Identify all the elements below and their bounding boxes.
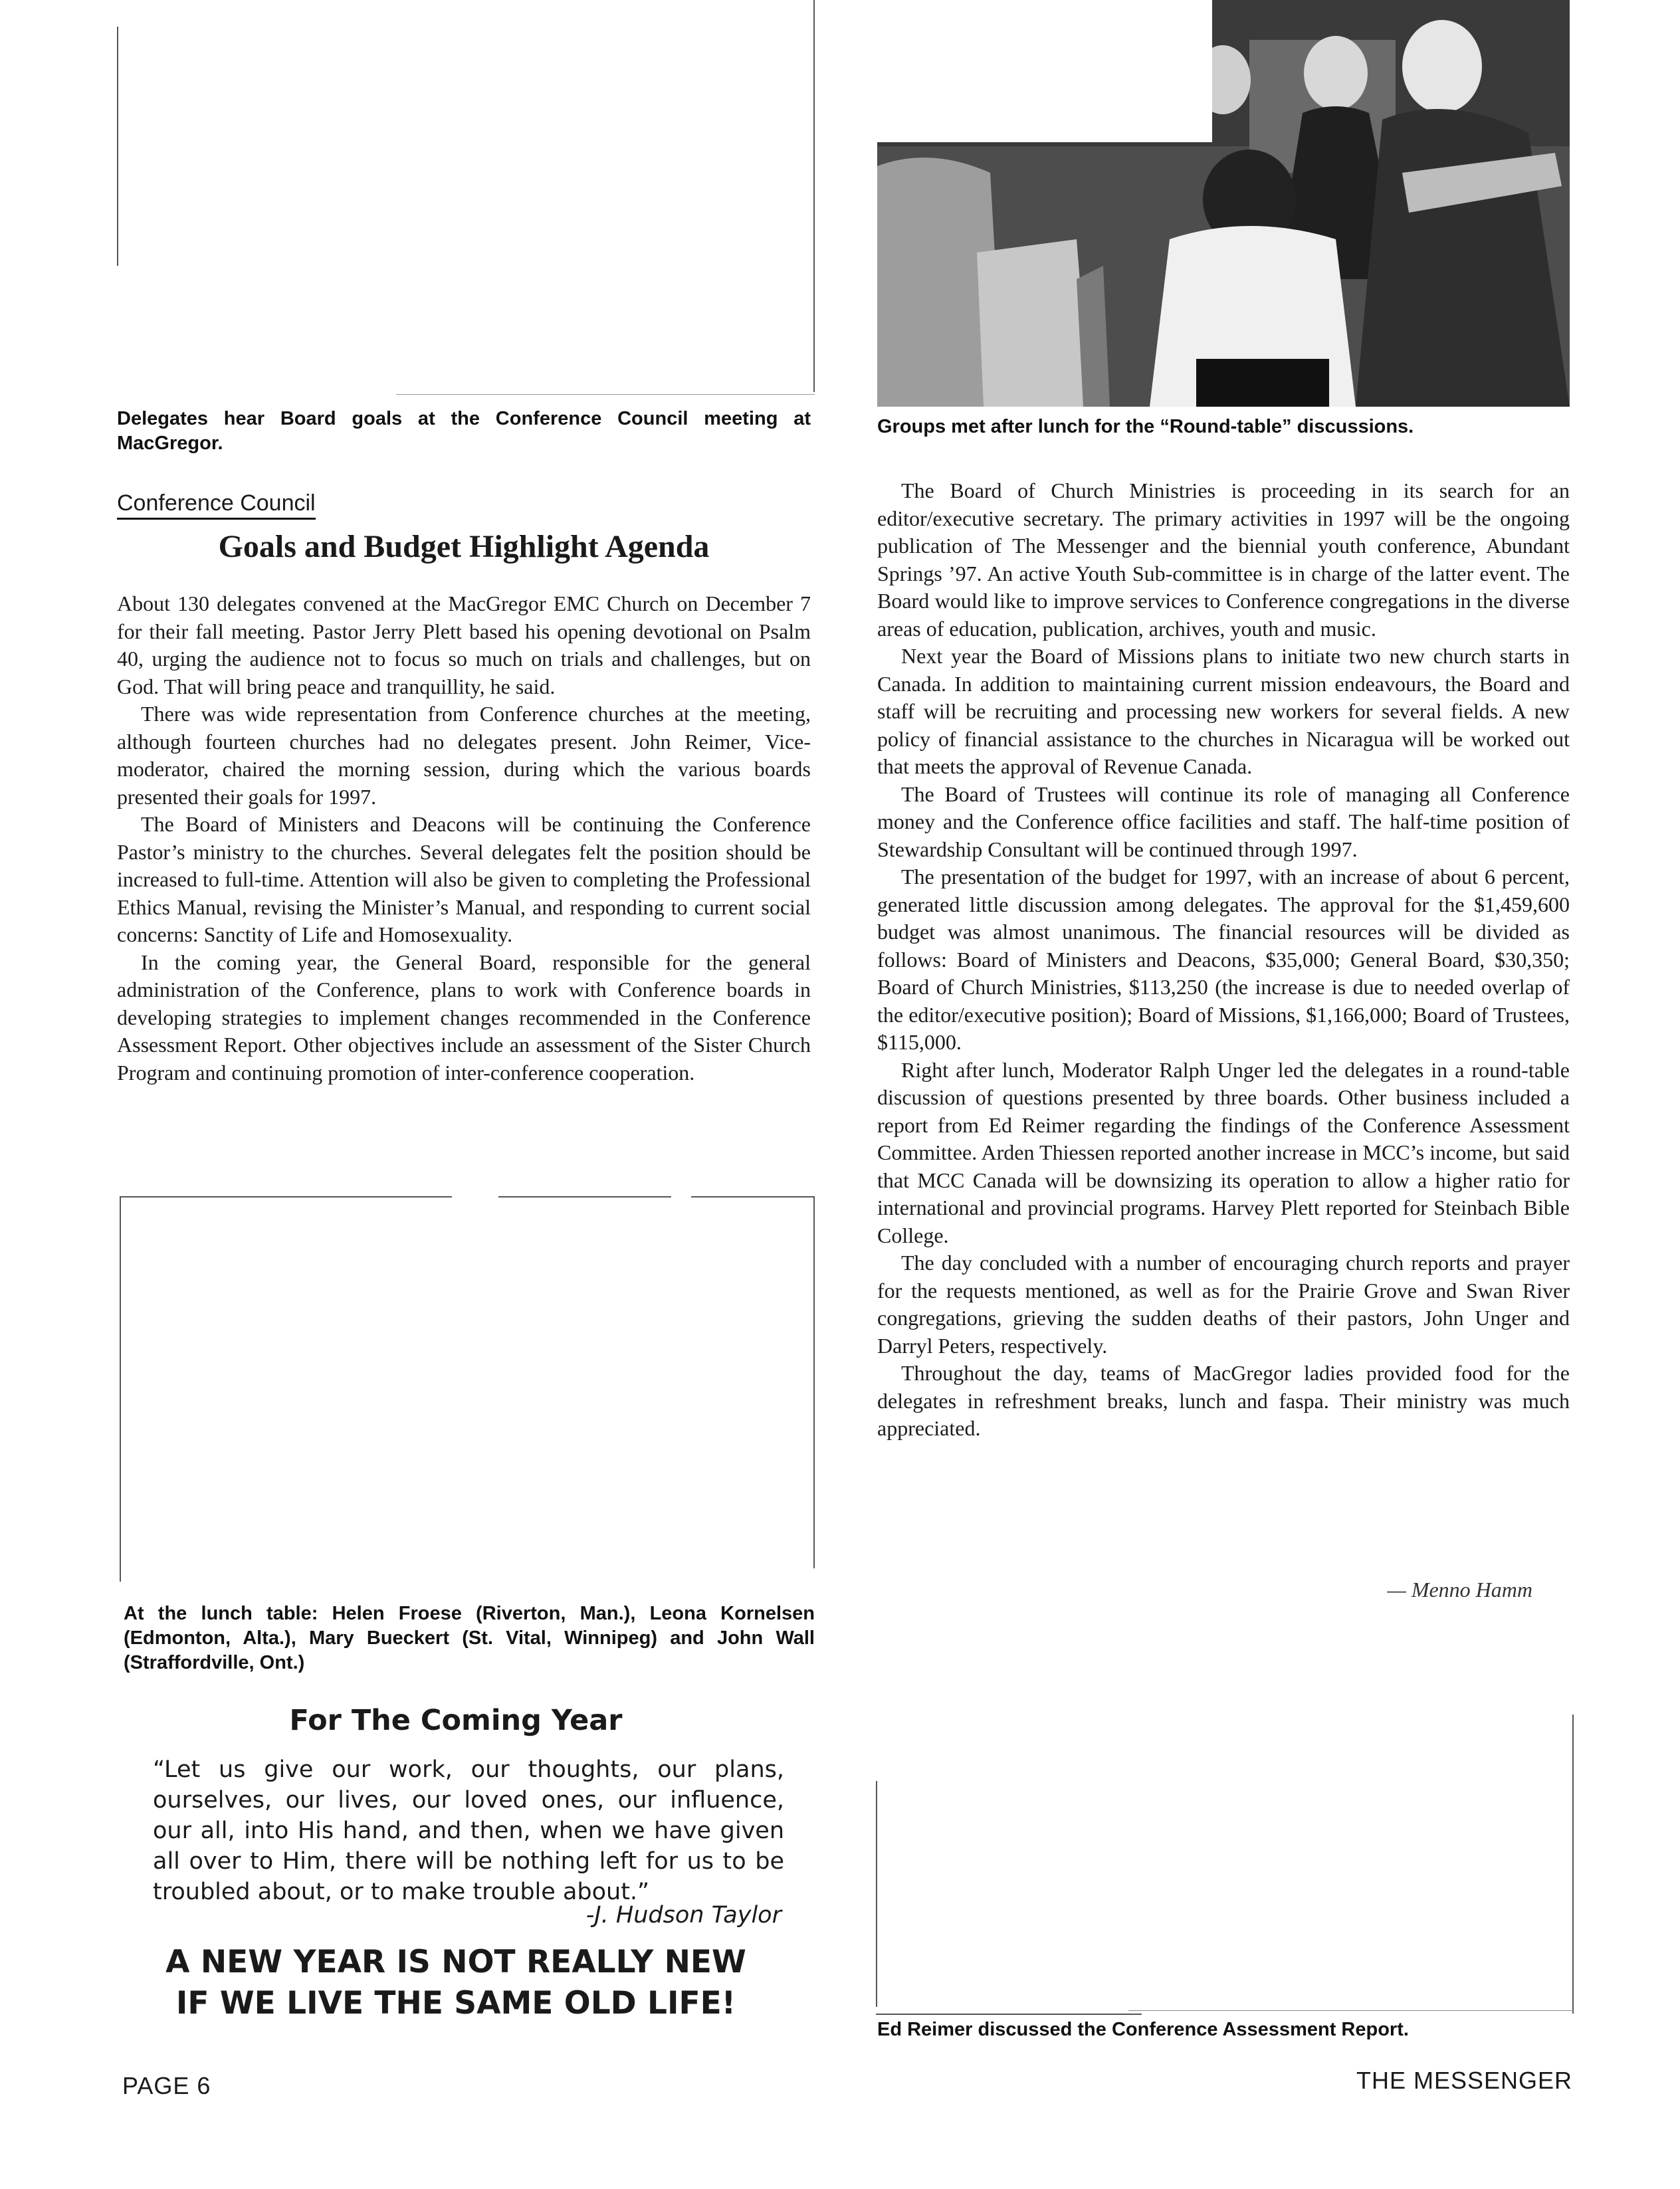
box-attribution: -J. Hudson Taylor	[585, 1902, 782, 1928]
motto-line-1: A NEW YEAR IS NOT REALLY NEW	[165, 1944, 746, 1980]
article-headline: Goals and Budget Highlight Agenda	[218, 529, 710, 564]
paragraph: The presentation of the budget for 1997, with an increase of about 6 percent, generated little discussion among delegates. The approval for the $1,459,600 budget was almost unanimous. The financial resources will be divided as follows: Board of Ministers and Deacons, $35,000; General Board, $30,350; Board of Church Ministries, $113,250 (the increase is due to needed overlap of the editor/executive position); Board of Missions, $1,166,000; Board of Trustees, $115,000.	[877, 865, 1570, 1054]
box-quote: “Let us give our work, our thoughts, our plans, ourselves, our lives, our loved ones, our influence, our all, into His hand, and then, when we have given all over to Him, there will be nothing left for us to be troubled about, or to make trouble about.”	[153, 1756, 784, 1905]
lunch-photo	[120, 1196, 815, 1595]
paragraph: Next year the Board of Missions plans to initiate two new church starts in Canada. In addition to maintaining current mission endeavours, the Board and staff will be recruiting and processing new workers for several fields. A new policy of financial assistance to the churches in Nicaragua will be worked out that meets the approval of Revenue Canada.	[877, 644, 1570, 778]
article-right-column	[877, 477, 1570, 1443]
paragraph: The Board of Trustees will continue its role of managing all Conference money and the Conference office facilities and staff. The half-time position of Stewardship Consultant will be continued through 1997.	[877, 782, 1570, 861]
paragraph: In the coming year, the General Board, responsible for the general administration of the Conference, plans to work with Conference boards in developing strategies to implement changes recommended in the Conference Assessment Report. Other objectives include an assessment of the Sister Church Program and continuing promotion of inter-conference cooperation.	[117, 950, 811, 1085]
paragraph: The Board of Church Ministries is proceeding in its search for an editor/executive secretary. The primary activities in 1997 will be the ongoing publication of The Messenger and the biennial youth conference, Abundant Springs ’97. An active Youth Sub-committee is in charge of the latter event. The Board would like to improve services to Conference congregations in the diverse areas of education, publication, archives, youth and music.	[877, 478, 1570, 641]
motto-line-2: IF WE LIVE THE SAME OLD LIFE!	[175, 1985, 736, 2022]
page-number: PAGE 6	[122, 2072, 211, 2099]
publication-name: THE MESSENGER	[1356, 2067, 1572, 2094]
paragraph: About 130 delegates convened at the MacGregor EMC Church on December 7 for their fall meeting. Pastor Jerry Plett based his opening devotional on Psalm 40, urging the audience not to focus so much on trials and challenges, but on God. That will bring peace and tranquillity, he said.	[117, 591, 811, 698]
roundtable-photo	[877, 0, 1570, 407]
photo-blank-patch	[877, 0, 1212, 142]
paragraph: Throughout the day, teams of MacGregor ladies provided food for the delegates in refreshment breaks, lunch and faspa. Their ministry was much appreciated.	[877, 1361, 1570, 1440]
paragraph: Right after lunch, Moderator Ralph Unger led the delegates in a round-table discussion of questions presented by three boards. Other business included a report from Ed Reimer regarding the findings of the Conference Assessment Committee. Arden Thiessen reported another increase in MCC’s income, but said that MCC Canada will be downsizing its operation to allow a higher ratio for international and provincial programs. Harvey Plett reported for Steinbach Bible College.	[877, 1057, 1570, 1247]
box-title: For The Coming Year	[289, 1704, 623, 1737]
reimer-photo	[876, 1715, 1574, 2020]
article-byline: — Menno Hamm	[1387, 1578, 1532, 1602]
article-kicker: Conference Council	[117, 490, 316, 520]
paragraph: There was wide representation from Conference churches at the meeting, although fourteen churches had no delegates present. John Reimer, Vice-moderator, chaired the morning session, during which the various boards presented their goals for 1997.	[117, 702, 811, 809]
paragraph: The Board of Ministers and Deacons will be continuing the Conference Pastor’s ministry to the churches. Several delegates felt the position should be increased to full-time. Attention will also be given to completing the Professional Ethics Manual, revising the Minister’s Manual, and responding to current social concerns: Sanctity of Life and Homosexuality.	[117, 812, 811, 946]
paragraph: The day concluded with a number of encouraging church reports and prayer for the requests mentioned, as well as for the Prairie Grove and Swan River congregations, grieving the sudden deaths of their pastors, John Unger and Darryl Peters, respectively.	[877, 1251, 1570, 1358]
delegates-photo	[117, 0, 815, 399]
caption-delegates: Delegates hear Board goals at the Conference Council meeting at MacGregor.	[117, 408, 811, 454]
article-left-column	[117, 590, 811, 1087]
caption-roundtable: Groups met after lunch for the “Round-table” discussions.	[877, 416, 1414, 437]
caption-lunch: At the lunch table: Helen Froese (Riverton, Man.), Leona Kornelsen (Edmonton, Alta.), Mary Bueckert (St. Vital, Winnipeg) and John Wall (Straffordville, Ont.)	[124, 1603, 815, 1673]
caption-reimer: Ed Reimer discussed the Conference Assessment Report.	[877, 2019, 1409, 2040]
